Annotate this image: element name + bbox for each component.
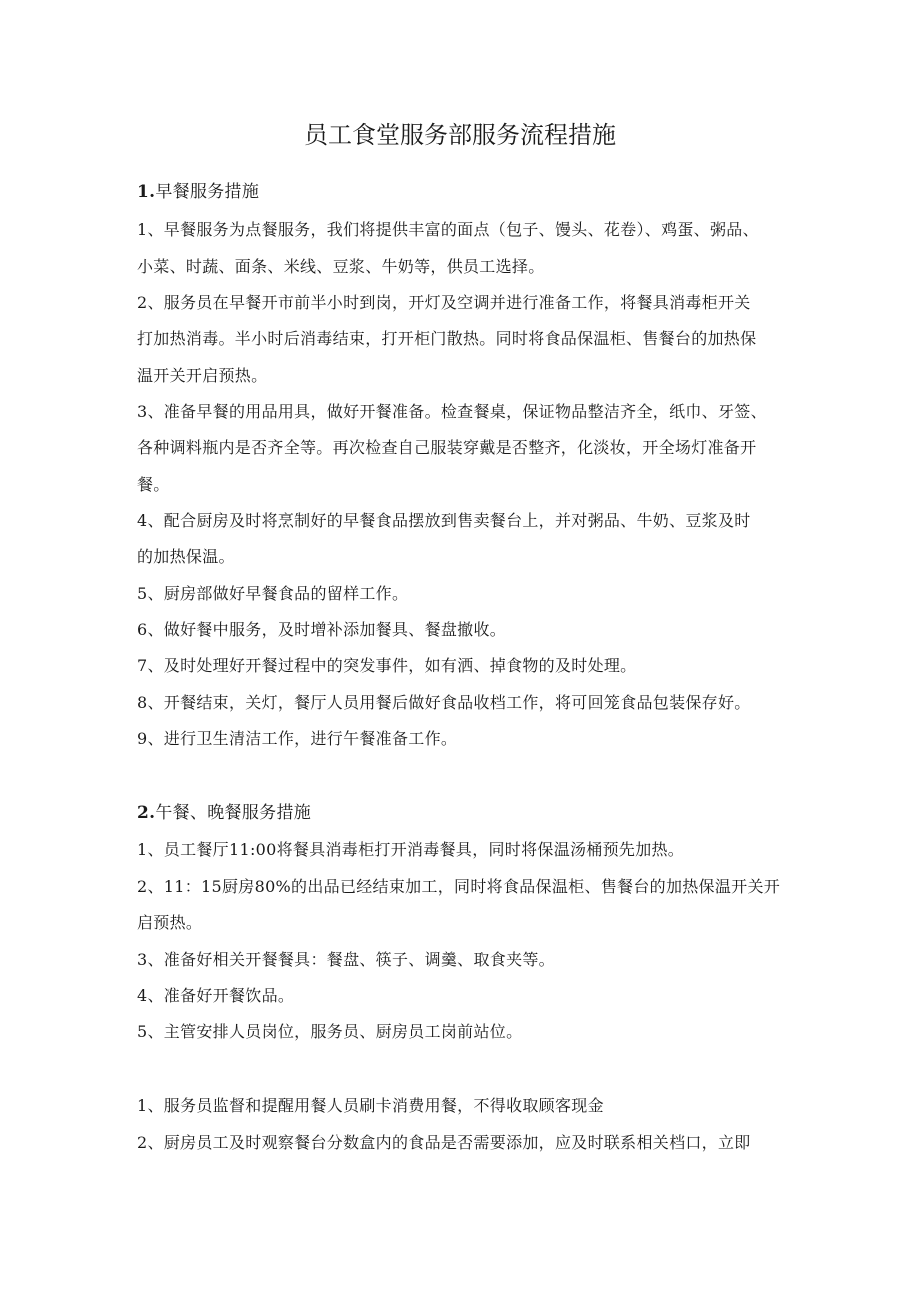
section-heading-lunch-dinner — [137, 802, 797, 824]
paragraph-line: 2、服务员在早餐开市前半小时到岗，开灯及空调并进行准备工作，将餐具消毒柜开关 — [137, 293, 751, 312]
paragraph-line: 1、早餐服务为点餐服务，我们将提供丰富的面点（包子、馒头、花卷）、鸡蛋、粥品、 — [137, 220, 759, 239]
paragraph-line: 3、准备好相关开餐餐具：餐盘、筷子、调羹、取食夹等。 — [137, 950, 555, 969]
paragraph-line: 2、11：15厨房80%的出品已经结束加工，同时将食品保温柜、售餐台的加热保温开关开 — [137, 877, 781, 896]
section-title: 午餐、晚餐服务措施 — [155, 803, 312, 823]
paragraph-line: 3、准备早餐的用品用具，做好开餐准备。检查餐桌，保证物品整洁齐全，纸巾、牙签、 — [137, 402, 767, 421]
section-heading-breakfast — [137, 181, 797, 203]
paragraph-line: 1、服务员监督和提醒用餐人员刷卡消费用餐，不得收取顾客现金 — [137, 1096, 604, 1115]
paragraph-line: 的加热保温。 — [137, 547, 235, 566]
document-title: 员工食堂服务部服务流程措施 — [304, 121, 616, 149]
section-number: 2. — [137, 803, 156, 823]
paragraph-line: 4、准备好开餐饮品。 — [137, 986, 295, 1005]
paragraph-line: 各种调料瓶内是否齐全等。再次检查自己服装穿戴是否整齐，化淡妆，开全场灯准备开 — [137, 438, 757, 457]
paragraph-line: 2、厨房员工及时观察餐台分数盒内的食品是否需要添加，应及时联系相关档口，立即 — [137, 1133, 751, 1152]
paragraph-line: 1、员工餐厅11:00将餐具消毒柜打开消毒餐具，同时将保温汤桶预先加热。 — [137, 840, 685, 859]
paragraph-line: 餐。 — [137, 475, 170, 494]
section-title: 早餐服务措施 — [155, 182, 260, 202]
paragraph-line: 温开关开启预热。 — [137, 366, 268, 385]
paragraph-line: 9、进行卫生清洁工作，进行午餐准备工作。 — [137, 729, 458, 748]
paragraph-line: 4、配合厨房及时将烹制好的早餐食品摆放到售卖餐台上，并对粥品、牛奶、豆浆及时 — [137, 511, 751, 530]
paragraph-line: 启预热。 — [137, 913, 203, 932]
paragraph-line: 打加热消毒。半小时后消毒结束，打开柜门散热。同时将食品保温柜、售餐台的加热保 — [137, 329, 757, 348]
paragraph-line: 8、开餐结束，关灯，餐厅人员用餐后做好食品收档工作，将可回笼食品包装保存好。 — [137, 693, 751, 712]
paragraph-line: 6、做好餐中服务，及时增补添加餐具、餐盘撤收。 — [137, 620, 507, 639]
paragraph-line: 小菜、时蔬、面条、米线、豆浆、牛奶等，供员工选择。 — [137, 257, 545, 276]
section-number: 1. — [137, 182, 156, 202]
paragraph-line: 5、主管安排人员岗位，服务员、厨房员工岗前站位。 — [137, 1022, 523, 1041]
paragraph-line: 5、厨房部做好早餐食品的留样工作。 — [137, 584, 409, 603]
paragraph-line: 7、及时处理好开餐过程中的突发事件，如有洒、掉食物的及时处理。 — [137, 656, 637, 675]
